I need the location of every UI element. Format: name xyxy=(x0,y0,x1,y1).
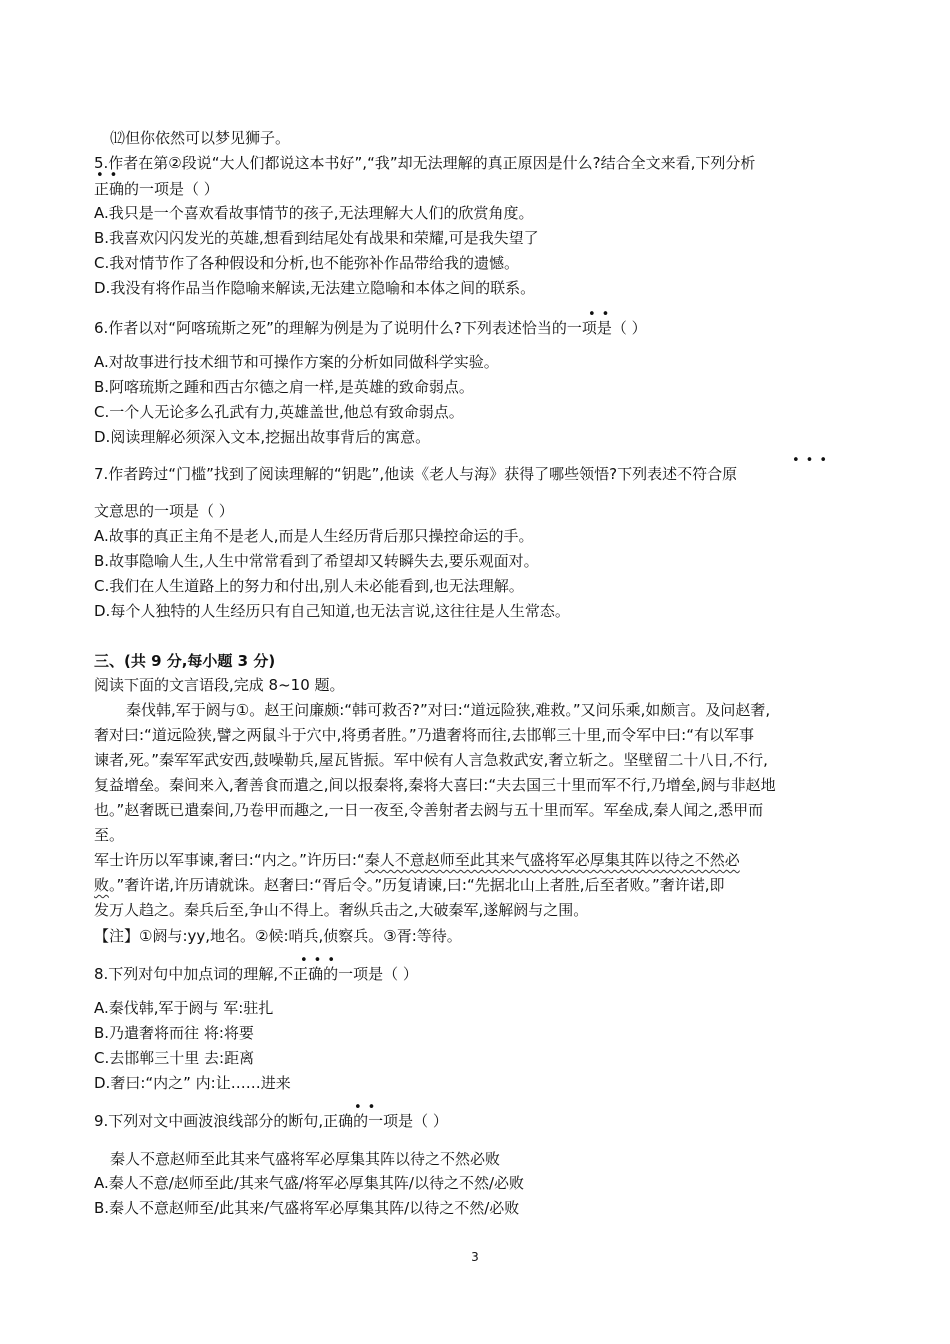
question-8-option-b: B.乃遣奢将而往 将:将要 xyxy=(94,1024,254,1042)
question-5-option-a: A.我只是一个喜欢看故事情节的孩子,无法理解大人们的欣赏角度。 xyxy=(94,204,534,222)
question-5-option-b: B.我喜欢闪闪发光的英雄,想看到结尾处有战果和荣耀,可是我失望了 xyxy=(94,229,539,247)
passage-line-5: 也。”赵奢既已遣秦间,乃卷甲而趣之,一日一夜至,令善射者去阏与五十里而军。军垒成,秦人闻之,悉甲而 xyxy=(94,801,764,819)
passage-line-8-text: 。”奢许诺,许历请就诛。赵奢曰:“胥后令。”历复请谏,曰:“先据北山上者胜,后至者败。”奢许诺,即 xyxy=(109,876,725,894)
question-5-option-c: C.我对情节作了各种假设和分析,也不能弥补作品带给我的遗憾。 xyxy=(94,254,520,272)
emphasis-dots-q5: •• xyxy=(96,168,124,183)
wavy-underlined-end: 败 xyxy=(94,876,110,894)
passage-line-6: 至。 xyxy=(94,826,125,844)
question-8-option-a: A.秦伐韩,军于阏与 军:驻扎 xyxy=(94,999,274,1017)
emphasis-dots-q8: ••• xyxy=(300,953,342,968)
question-7-stem-cont: 文意思的一项是（ ） xyxy=(94,502,234,520)
question-6-stem: 6.作者以对“阿喀琉斯之死”的理解为例是为了说明什么?下列表述恰当的一项是（ ） xyxy=(94,319,647,337)
question-8-stem: 8.下列对句中加点词的理解,不正确的一项是（ ） xyxy=(94,965,418,983)
passage-line-2: 奢对曰:“道远险狭,譬之两鼠斗于穴中,将勇者胜。”乃遣奢将而往,去邯郸三十里,而令军中曰:“有以军事 xyxy=(94,726,754,744)
question-7-option-c: C.我们在人生道路上的努力和付出,别人未必能看到,也无法理解。 xyxy=(94,577,524,595)
question-6-option-d: D.阅读理解必须深入文本,挖掘出故事背后的寓意。 xyxy=(94,428,431,446)
paragraph-12-fragment: ⑿但你依然可以梦见狮子。 xyxy=(110,129,291,147)
question-5-stem: 5.作者在第②段说“大人们都说这本书好”,“我”却无法理解的真正原因是什么?结合全文来看,下列分析 xyxy=(94,154,756,172)
emphasis-dots-q9: •• xyxy=(354,1100,382,1115)
question-7-option-d: D.每个人独特的人生经历只有自己知道,也无法言说,这往往是人生常态。 xyxy=(94,602,570,620)
passage-line-3: 谏者,死。”秦军军武安西,鼓噪勒兵,屋瓦皆振。军中候有人言急救武安,奢立斩之。坚壁留二十八日,不行, xyxy=(94,751,768,769)
question-7-option-b: B.故事隐喻人生,人生中常常看到了希望却又转瞬失去,要乐观面对。 xyxy=(94,552,539,570)
passage-line-7 xyxy=(94,850,740,870)
question-6-option-b: B.阿喀琉斯之踵和西古尔德之肩一样,是英雄的致命弱点。 xyxy=(94,378,474,396)
question-9-stem: 9.下列对文中画波浪线部分的断句,正确的一项是（ ） xyxy=(94,1112,448,1130)
question-8-option-d: D.奢曰:“内之” 内:让……进来 xyxy=(94,1074,291,1092)
passage-line-1: 秦伐韩,军于阏与①。赵王问廉颇:“韩可救否?”对曰:“道远险狭,难救。”又问乐乘,如颇言。及问赵奢, xyxy=(126,701,771,719)
question-9-option-a: A.秦人不意/赵师至此/其来气盛/将军必厚集其阵/以待之不然/必败 xyxy=(94,1174,525,1192)
question-8-option-c: C.去邯郸三十里 去:距离 xyxy=(94,1049,255,1067)
wavy-underlined-sentence: 秦人不意赵师至此其来气盛将军必厚集其阵以待之不然必 xyxy=(364,851,740,869)
question-7-stem: 7.作者跨过“门槛”找到了阅读理解的“钥匙”,他读《老人与海》获得了哪些领悟?下列表述不符合原 xyxy=(94,465,738,483)
page-number: 3 xyxy=(471,1250,479,1264)
question-9-option-b: B.秦人不意赵师至/此其来/气盛将军必厚集其阵/以待之不然/必败 xyxy=(94,1199,520,1217)
question-7-option-a: A.故事的真正主角不是老人,而是人生经历背后那只操控命运的手。 xyxy=(94,527,534,545)
passage-line-9: 发万人趋之。秦兵后至,争山不得上。奢纵兵击之,大破秦军,遂解阏与之围。 xyxy=(94,901,589,919)
question-5-option-d: D.我没有将作品当作隐喻来解读,无法建立隐喻和本体之间的联系。 xyxy=(94,279,536,297)
emphasis-dots-q6: •• xyxy=(588,307,616,322)
question-5-stem-cont: 正确的一项是（ ） xyxy=(94,180,219,198)
passage-notes: 【注】①阏与:yy,地名。②候:哨兵,侦察兵。③胥:等待。 xyxy=(94,927,462,945)
emphasis-dots-q7: ••• xyxy=(792,453,834,468)
passage-line-4: 复益增垒。秦间来入,奢善食而遣之,间以报秦将,秦将大喜曰:“夫去国三十里而军不行,乃增垒,阏与非赵地 xyxy=(94,776,776,794)
question-6-option-a: A.对故事进行技术细节和可操作方案的分析如同做科学实验。 xyxy=(94,353,499,371)
section-3-instructions: 阅读下面的文言语段,完成 8~10 题。 xyxy=(94,676,345,694)
question-6-option-c: C.一个人无论多么孔武有力,英雄盖世,他总有致命弱点。 xyxy=(94,403,464,421)
passage-line-8 xyxy=(94,875,725,895)
passage-line-7-text: 军士许历以军事谏,奢曰:“内之。”许历曰:“ xyxy=(94,851,365,869)
section-3-heading: 三、(共 9 分,每小题 3 分) xyxy=(94,652,276,670)
question-9-quoted-sentence: 秦人不意赵师至此其来气盛将军必厚集其阵以待之不然必败 xyxy=(110,1150,501,1168)
